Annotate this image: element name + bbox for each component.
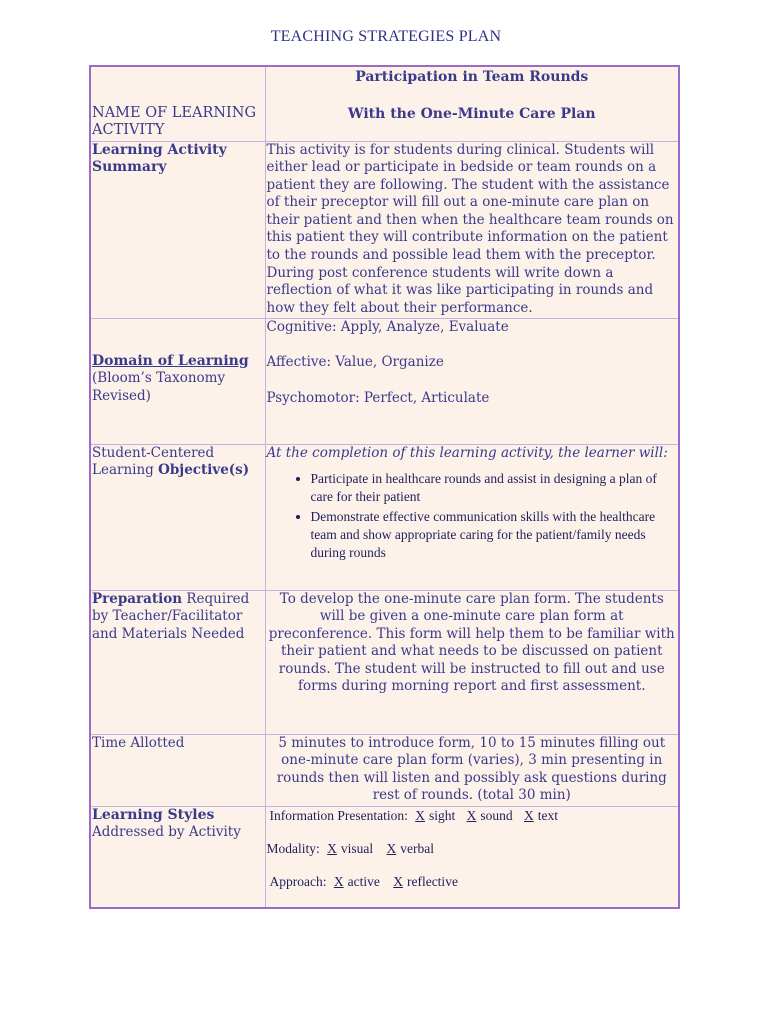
value-summary: This activity is for students during clinical. Students will either lead or participate in bedside or team rounds on a patient they are following. The student with the assistance of their preceptor will fill out a one-minute care plan on their patient and then when the healthcare team rounds on this patient they will contribute information on the patient to the rounds and possible lead them with the preceptor. During post conference students will write down a reflection of what it was like participating in rounds and how they felt about their performance. <box>265 141 679 318</box>
domain-affective: Affective: Value, Organize <box>266 354 444 371</box>
teaching-plan-table <box>89 65 680 909</box>
row-learning-styles <box>90 806 679 908</box>
approach-reflective-mark: X <box>393 873 403 889</box>
label-objectives: Student-Centered Learning Objective(s) <box>90 444 265 590</box>
domain-cognitive: Cognitive: Apply, Analyze, Evaluate <box>266 318 509 335</box>
domain-psychomotor: Psychomotor: Perfect, Articulate <box>266 389 490 406</box>
value-preparation: To develop the one-minute care plan form. The students will be given a one-minute care plan form at preconference. This form will help them to be familiar with their patient and what needs to be discussed on patient rounds. The student will be instructed to fill out and use forms during morning report and first assessment. <box>265 590 679 734</box>
activity-name-line2: With the One-Minute Care Plan <box>347 105 596 122</box>
info-text-mark: X <box>524 807 534 823</box>
activity-name-line1: Participation in Team Rounds <box>355 69 589 85</box>
info-presentation-line: Information Presentation: X sight X sound X text <box>269 807 558 823</box>
document-title: TEACHING STRATEGIES PLAN <box>270 28 502 45</box>
label-time: Time Allotted <box>90 734 265 806</box>
row-summary <box>90 141 679 318</box>
row-preparation <box>90 590 679 734</box>
learning-styles-sublabel: Addressed by Activity <box>92 824 241 841</box>
label-activity-name: NAME OF LEARNING ACTIVITY <box>90 66 265 141</box>
learning-styles-label: Learning Styles <box>92 806 215 823</box>
value-domain <box>265 318 679 444</box>
value-activity-name <box>265 66 679 141</box>
label-learning-styles <box>90 806 265 908</box>
objective-item: • Participate in healthcare rounds and assist in designing a plan of care for their patient <box>311 470 678 506</box>
objective-item: • Demonstrate effective communication skills with the healthcare team and show appropriate caring for the patient/family needs during rounds <box>311 508 678 562</box>
modality-visual-mark: X <box>327 840 337 856</box>
modality-line: Modality: X visual X verbal <box>266 840 434 856</box>
row-activity-name <box>90 66 679 141</box>
modality-verbal-mark: X <box>386 840 397 856</box>
row-domain <box>90 318 679 444</box>
objectives-list <box>267 470 678 562</box>
label-domain <box>90 318 265 444</box>
value-objectives <box>265 444 679 590</box>
info-sound-mark: X <box>466 807 477 823</box>
row-time <box>90 734 679 806</box>
row-objectives <box>90 444 679 590</box>
objectives-intro: At the completion of this learning activity, the learner will: <box>266 444 668 461</box>
domain-label: Domain of Learning <box>92 352 249 369</box>
approach-line: Approach: X active X reflective <box>269 873 458 889</box>
label-summary: Learning Activity Summary <box>90 141 265 318</box>
value-time: 5 minutes to introduce form, 10 to 15 minutes filling out one-minute care plan form (varies), 3 min presenting in rounds then will listen and possibly ask questions during rest of rounds. (total 30 min) <box>265 734 679 806</box>
label-preparation: Preparation Required by Teacher/Facilitator and Materials Needed <box>90 590 265 734</box>
info-sight-mark: X <box>415 807 425 823</box>
approach-active-mark: X <box>333 873 344 889</box>
domain-sublabel: (Bloom’s Taxonomy Revised) <box>92 370 226 404</box>
value-learning-styles <box>265 806 679 908</box>
